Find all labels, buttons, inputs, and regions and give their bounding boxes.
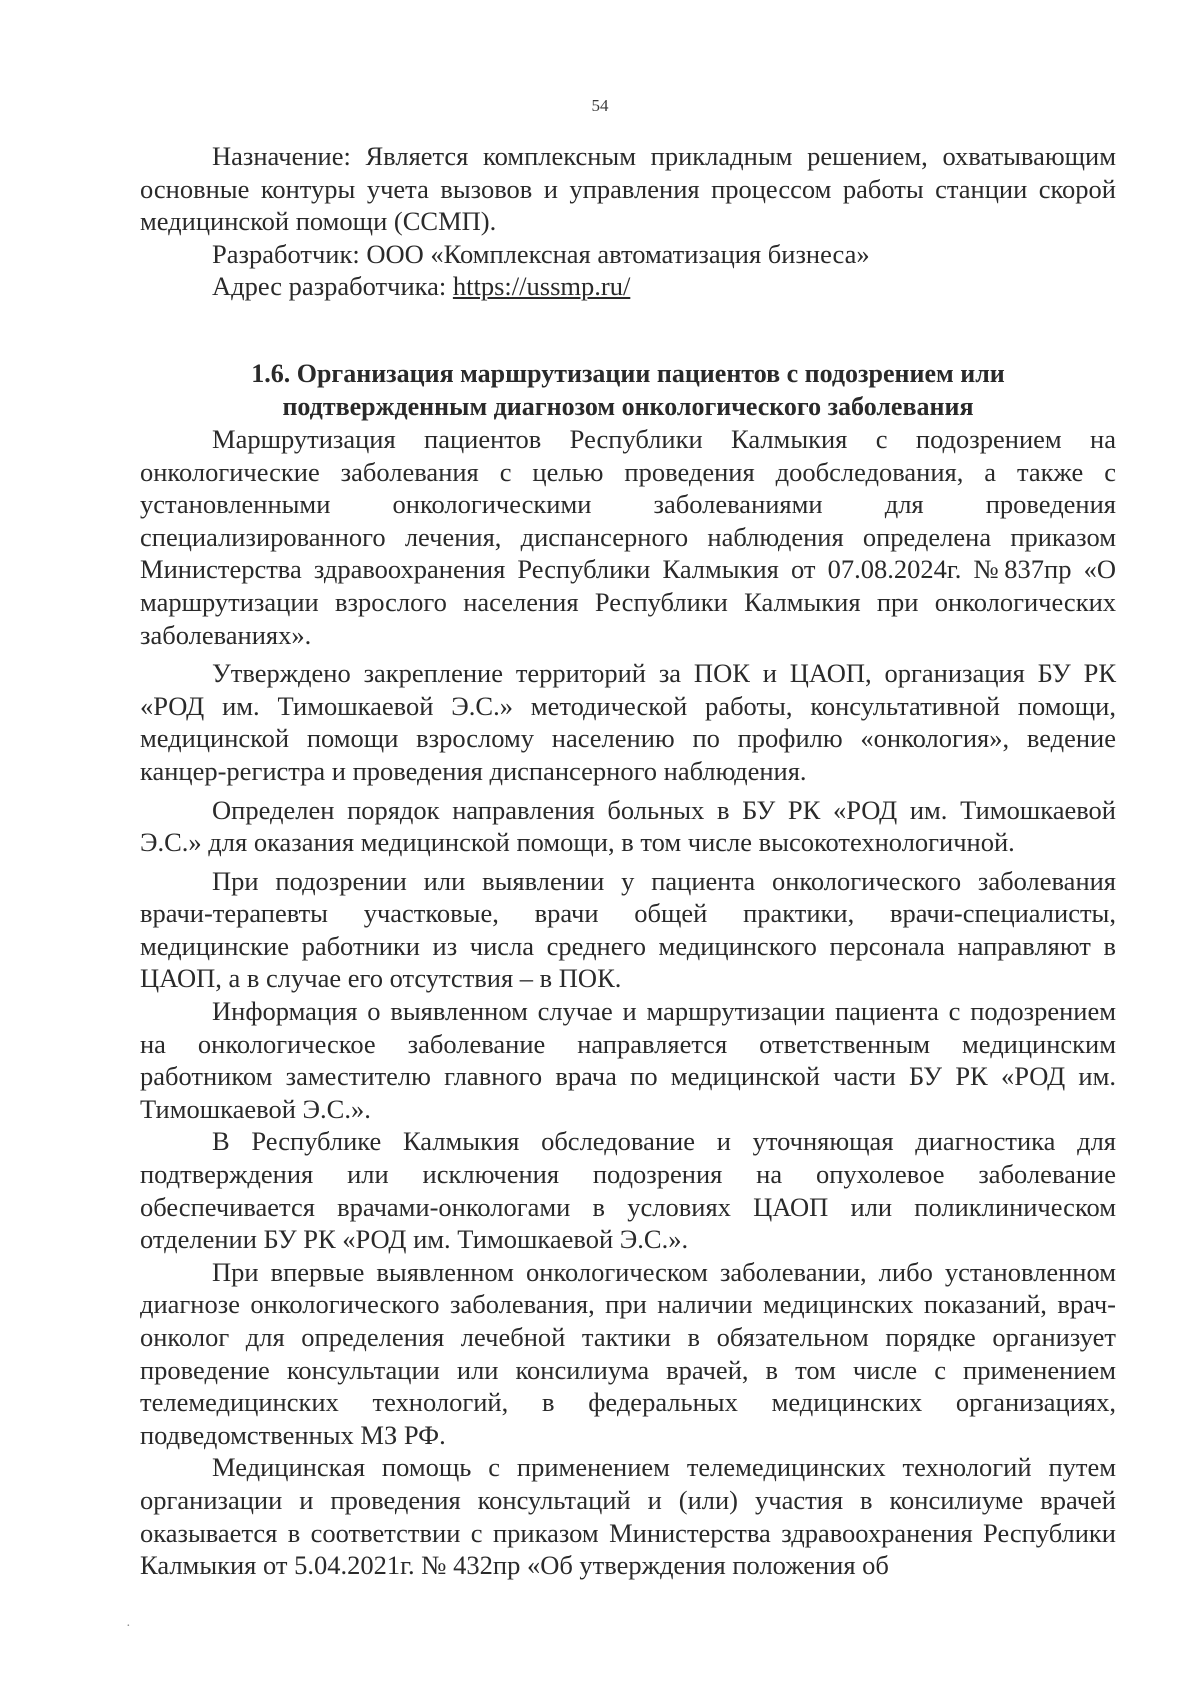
purpose-paragraph: Назначение: Является комплексным прикладным решением, охватывающим основные контуры учета вызовов и управления процессом работы станции скорой медицинской помощи (ССМП).	[140, 141, 1116, 237]
developer-address-link[interactable]: https://ussmp.ru/	[452, 271, 631, 302]
section-heading: 1.6. Организация маршрутизации пациентов с подозрением или подтвержденным диагнозом онкологического заболевания	[251, 358, 1005, 421]
page-number: 54	[591, 96, 609, 115]
paragraph-7: При впервые выявленном онкологическом заболевании, либо установленном диагнозе онкологического заболевания, при наличии медицинских показаний, врач-онколог для определения лечебной тактики в обязательном порядке организует проведение консультации или консилиума врачей, в том числе с применением телемедицинских технологий, в федеральных медицинских организациях, подведомственных МЗ РФ.	[140, 1256, 1116, 1450]
developer-address-line	[140, 270, 1116, 303]
paragraph-2: Утверждено закрепление территорий за ПОК и ЦАОП, организация БУ РК «РОД им. Тимошкаевой Э.С.» методической работы, консультативной помощи, медицинской помощи взрослому населению по профилю «онкология», ведение канцер-регистра и проведения диспансерного наблюдения.	[140, 658, 1116, 786]
paragraph-5: Информация о выявленном случае и маршрутизации пациента с подозрением на онкологическое заболевание направляется ответственным медицинским работником заместителю главного врача по медицинской части БУ РК «РОД им. Тимошкаевой Э.С.».	[140, 996, 1116, 1124]
paragraph-8: Медицинская помощь с применением телемедицинских технологий путем организации и проведения консультаций и (или) участия в консилиуме врачей оказывается в соответствии с приказом Министерства здравоохранения Республики Калмыкия от 5.04.2021г. № 432пр «Об утверждения положения об	[140, 1452, 1116, 1581]
section-spacer	[140, 303, 1116, 357]
paragraph-4: При подозрении или выявлении у пациента онкологического заболевания врачи-терапевты участковые, врачи общей практики, врачи-специалисты, медицинские работники из числа среднего медицинского персонала направляют в ЦАОП, а в случае его отсутствия – в ПОК.	[140, 865, 1116, 994]
paragraph-6: В Республике Калмыкия обследование и уточняющая диагностика для подтверждения или исключения подозрения на опухолевое заболевание обеспечивается врачами-онкологами в условиях ЦАОП или поликлиническом отделении БУ РК «РОД им. Тимошкаевой Э.С.».	[140, 1126, 1116, 1255]
margin-mark: ·	[126, 1619, 131, 1634]
developer-address-label: Адрес разработчика:	[212, 271, 447, 302]
developer-line: Разработчик: ООО «Комплексная автоматизация бизнеса»	[212, 238, 870, 269]
document-body	[140, 140, 1116, 1582]
paragraph-1: Маршрутизация пациентов Республики Калмыкия с подозрением на онкологические заболевания с целью проведения дообследования, а также с установленными онкологическими заболеваниями для проведения специализированного лечения, диспансерного наблюдения определена приказом Министерства здравоохранения Республики Калмыкия от 07.08.2024г. №837пр «О маршрутизации взрослого населения Республики Калмыкия при онкологических заболеваниях».	[140, 423, 1116, 650]
paragraph-3: Определен порядок направления больных в БУ РК «РОД им. Тимошкаевой Э.С.» для оказания медицинской помощи, в том числе высокотехнологичной.	[140, 794, 1116, 858]
